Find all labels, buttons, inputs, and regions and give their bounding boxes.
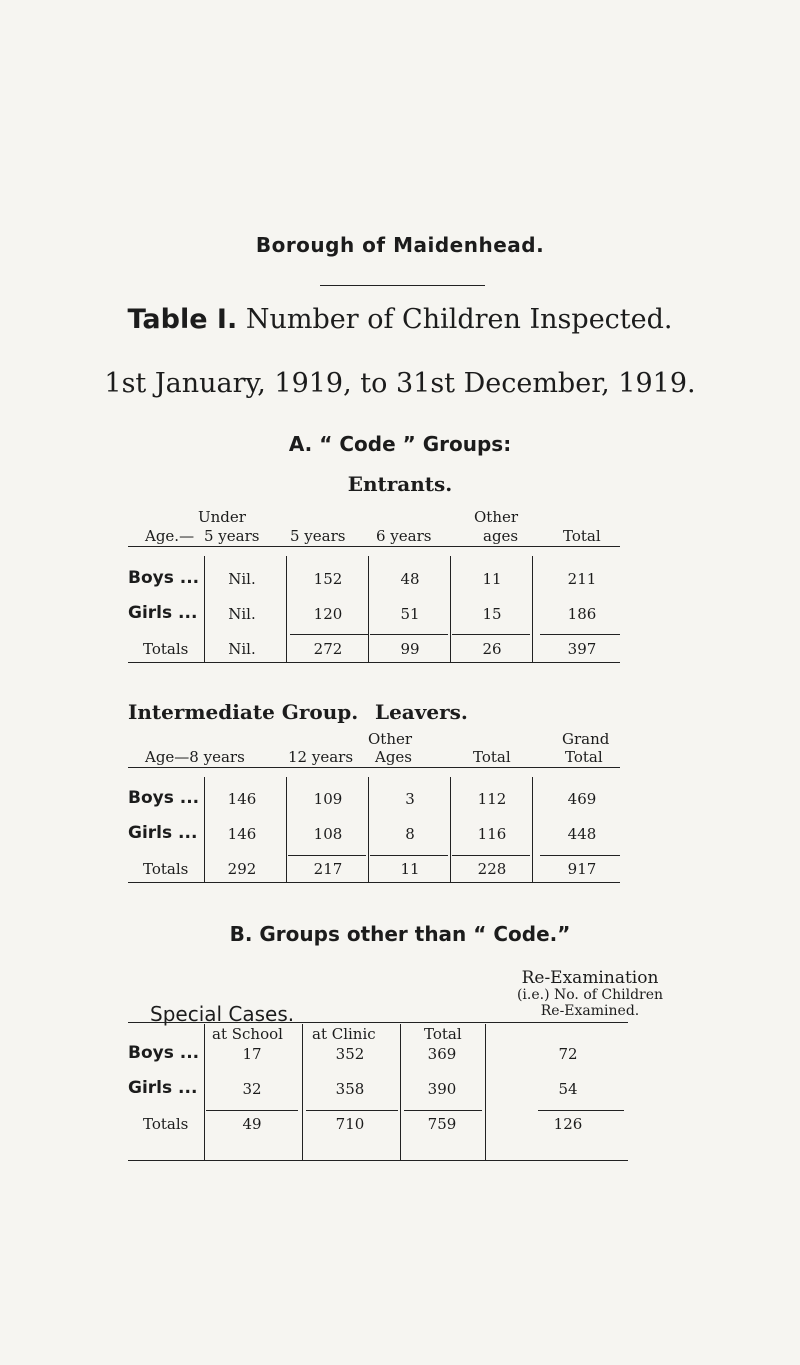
- leavers-heading: Leavers.: [375, 700, 468, 724]
- table-a-cell: 26: [482, 640, 502, 658]
- column-rule: [286, 777, 287, 882]
- table-b-cell: 8: [405, 825, 415, 843]
- table-b-cell: 292: [227, 860, 257, 878]
- reexam-line3: Re-Examined.: [540, 1003, 640, 1019]
- section-a-title: “ Code ” Groups:: [319, 432, 512, 456]
- table-b-row-girls-label: Girls ...: [128, 823, 198, 843]
- column-rule: [302, 1024, 303, 1160]
- table-a-cell: 15: [482, 605, 502, 623]
- table-c-bottom-rule: [128, 1160, 628, 1161]
- table-c-cell: 352: [335, 1045, 365, 1063]
- section-b-marker: B.: [229, 922, 253, 946]
- col-other-line2: Ages: [375, 748, 413, 766]
- table-c-cell: 710: [335, 1115, 365, 1133]
- period-line: 1st January, 1919, to 31st December, 1919.: [104, 368, 696, 399]
- col-12-years: 12 years: [288, 748, 354, 766]
- reexam-line2: (i.e.) No. of Children: [516, 987, 664, 1003]
- table-c-cell: 358: [335, 1080, 365, 1098]
- column-rule: [286, 556, 287, 662]
- table-a-row-totals-label: Totals: [143, 640, 189, 658]
- col-under-line2: 5 years: [204, 527, 260, 545]
- table-b-header-rule: [128, 767, 620, 768]
- table-b-cell: 146: [227, 825, 257, 843]
- col-under-line1: Under: [198, 508, 246, 526]
- table-c-cell: 54: [558, 1080, 578, 1098]
- table-c-top-rule: [128, 1022, 628, 1023]
- column-rule: [204, 556, 205, 662]
- table-a-cell: 397: [567, 640, 597, 658]
- section-a-marker: A.: [288, 432, 313, 456]
- table-c-cell: 759: [427, 1115, 457, 1133]
- table-a-cell: 48: [400, 570, 420, 588]
- column-rule: [368, 556, 369, 662]
- column-rule: [450, 556, 451, 662]
- table-b-cell: 217: [313, 860, 343, 878]
- table-a-cell: 51: [400, 605, 420, 623]
- col-5-years: 5 years: [290, 527, 346, 545]
- table-a-cell: 152: [313, 570, 343, 588]
- subtotal-rule: [290, 634, 368, 635]
- table-c-row-boys-label: Boys ...: [128, 1043, 200, 1063]
- subtotal-rule: [306, 1110, 398, 1111]
- special-cases-heading: Special Cases.: [150, 1002, 295, 1026]
- table-b-cell: 146: [227, 790, 257, 808]
- table-c-row-girls-label: Girls ...: [128, 1078, 198, 1098]
- subtotal-rule: [540, 855, 620, 856]
- subtotal-rule: [288, 855, 366, 856]
- borough-heading: Borough of Maidenhead.: [255, 233, 545, 257]
- table-a-cell: Nil.: [228, 570, 256, 588]
- col-at-clinic: at Clinic: [312, 1025, 376, 1043]
- table-c-cell: 126: [553, 1115, 583, 1133]
- table-c-row-totals-label: Totals: [143, 1115, 189, 1133]
- table-a-bottom-rule: [128, 662, 620, 663]
- column-rule: [450, 777, 451, 882]
- col-total: Total: [473, 748, 511, 766]
- table-a-row-girls-label: Girls ...: [128, 603, 198, 623]
- column-rule: [532, 777, 533, 882]
- table-b-cell: 11: [400, 860, 420, 878]
- subtotal-rule: [370, 855, 448, 856]
- table-c-cell: 72: [558, 1045, 578, 1063]
- table-b-cell: 228: [477, 860, 507, 878]
- table-a-cell: 272: [313, 640, 343, 658]
- col-other-line1: Other: [474, 508, 519, 526]
- section-b-title: Groups other than “ Code.”: [259, 922, 571, 946]
- table-b-cell: 109: [313, 790, 343, 808]
- column-rule: [485, 1024, 486, 1160]
- table-a-cell: 120: [313, 605, 343, 623]
- table-a-cell: 11: [482, 570, 502, 588]
- table-b-row-totals-label: Totals: [143, 860, 189, 878]
- col-other-line1: Other: [368, 730, 413, 748]
- table-label: Table I.: [127, 304, 238, 335]
- column-rule: [532, 556, 533, 662]
- section-a-heading: [0, 432, 800, 456]
- col-age: Age.—: [145, 527, 195, 545]
- reexam-line1: Re-Examination: [521, 968, 659, 988]
- col-other-line2: ages: [483, 527, 519, 545]
- table-a-row-boys-label: Boys ...: [128, 568, 200, 588]
- col-grand-line2: Total: [565, 748, 603, 766]
- table-a-header-rule: [128, 546, 620, 547]
- table-b-cell: 116: [477, 825, 507, 843]
- column-rule: [204, 777, 205, 882]
- table-c-cell: 32: [242, 1080, 262, 1098]
- column-rule: [400, 1024, 401, 1160]
- table-a-cell: 186: [567, 605, 597, 623]
- table-b-cell: 448: [567, 825, 597, 843]
- table-a-cell: Nil.: [228, 640, 256, 658]
- table-b-row-boys-label: Boys ...: [128, 788, 200, 808]
- col-total: Total: [563, 527, 601, 545]
- col-grand-line1: Grand: [562, 730, 610, 748]
- table-b-cell: 112: [477, 790, 507, 808]
- heading-rule: [320, 285, 485, 286]
- table-c-cell: 369: [427, 1045, 457, 1063]
- col-6-years: 6 years: [376, 527, 432, 545]
- column-rule: [204, 1024, 205, 1160]
- subtotal-rule: [370, 634, 448, 635]
- table-a-cell: 211: [567, 570, 597, 588]
- table-b-cell: 3: [405, 790, 415, 808]
- table-title-text: Number of Children Inspected.: [245, 304, 673, 335]
- column-rule: [368, 777, 369, 882]
- table-c-cell: 49: [242, 1115, 262, 1133]
- table-title: [0, 304, 800, 335]
- entrants-subtitle: Entrants.: [347, 472, 453, 496]
- table-b-cell: 917: [567, 860, 597, 878]
- subtotal-rule: [452, 634, 530, 635]
- col-at-school: at School: [212, 1025, 283, 1043]
- section-b-heading: [0, 922, 800, 946]
- table-c-cell: 17: [242, 1045, 262, 1063]
- table-b-cell: 469: [567, 790, 597, 808]
- table-b-bottom-rule: [128, 882, 620, 883]
- subtotal-rule: [540, 634, 620, 635]
- subtotal-rule: [404, 1110, 482, 1111]
- subtotal-rule: [452, 855, 530, 856]
- table-b-cell: 108: [313, 825, 343, 843]
- table-a-cell: 99: [400, 640, 420, 658]
- subtotal-rule: [538, 1110, 624, 1111]
- table-a-cell: Nil.: [228, 605, 256, 623]
- col-age-8: Age—8 years: [145, 748, 245, 766]
- subtotal-rule: [206, 1110, 298, 1111]
- table-c-cell: 390: [427, 1080, 457, 1098]
- col-total: Total: [424, 1025, 462, 1043]
- intermediate-heading: Intermediate Group.: [128, 700, 359, 724]
